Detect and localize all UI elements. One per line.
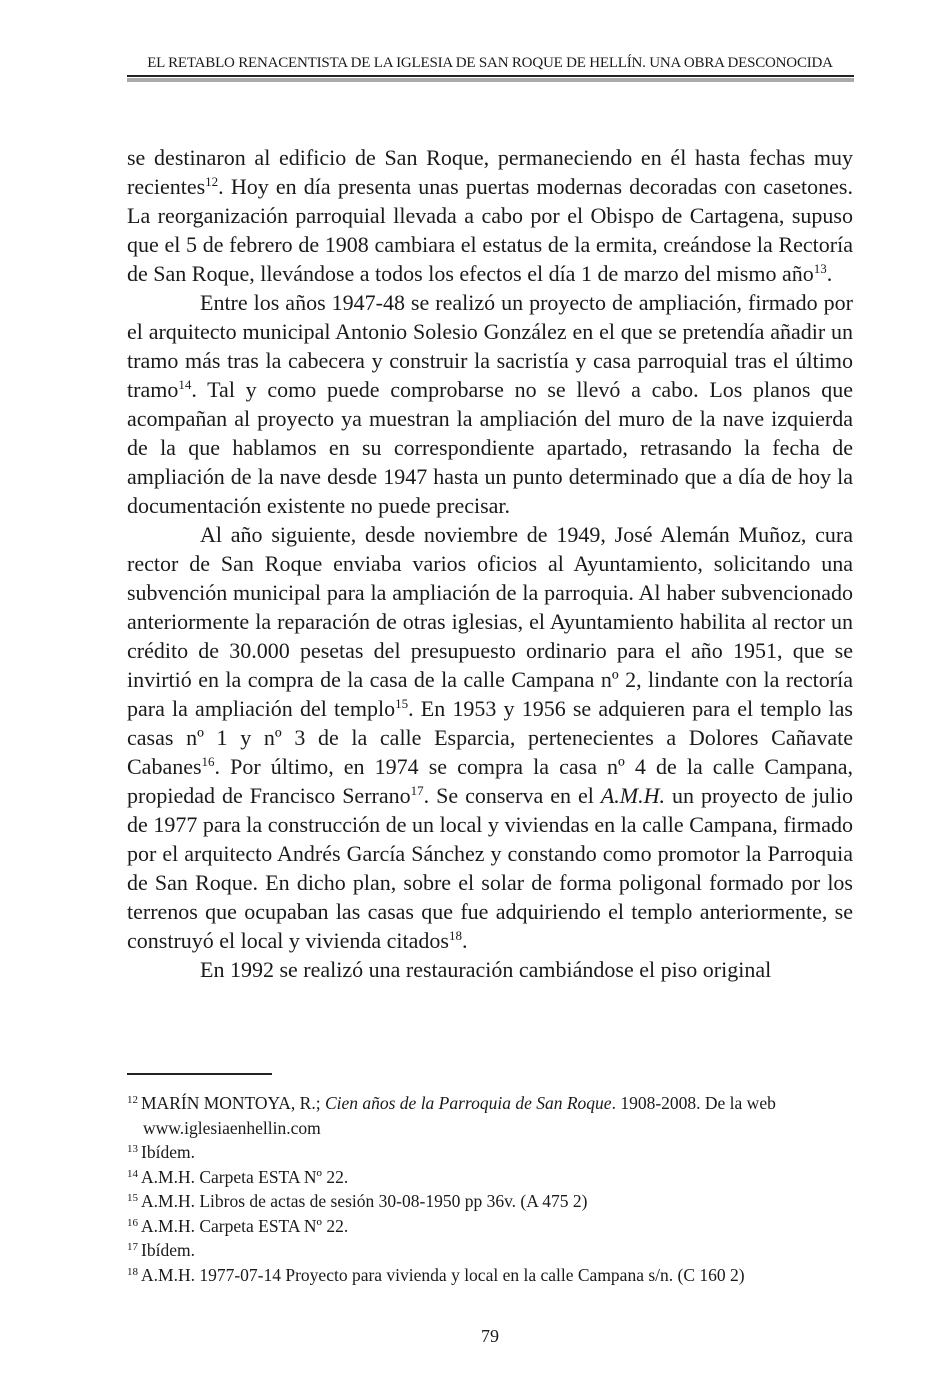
paragraph-4 <box>127 955 853 984</box>
paragraph-2 <box>127 288 853 520</box>
paragraph-3 <box>127 520 853 955</box>
footnotes <box>127 1091 853 1287</box>
footnote-title: Cien años de la Parroquia de San Roque <box>324 1093 612 1113</box>
footnote-separator <box>127 1073 272 1075</box>
footnote-14 <box>127 1165 853 1190</box>
footnote-number: 13 <box>127 1143 138 1155</box>
footnote-ref[interactable]: 13 <box>813 261 827 276</box>
footnote-12 <box>127 1091 853 1140</box>
archive-abbreviation: A.M.H. <box>600 783 666 808</box>
footnote-text: Ibídem. <box>141 1142 195 1162</box>
text-run: Al año siguiente, desde noviembre de 1949, José Alemán Muñoz, cura rector de San Roque enviaba varios oficios al Ayuntamiento, solicitando una subvención municipal para la ampliación de la parroquia. Al haber subvencionado anteriormente la reparación de otras iglesias, el Ayuntamiento habilita al rector un crédito de 30.000 pesetas del presupuesto ordinario para el año 1951, que se invirtió en la compra de la casa de la calle Campana nº 2, lindante con la rectoría para la ampliación del templo <box>127 522 853 721</box>
footnote-text: . 1908-2008. De la web www.iglesiaenhellin.com <box>143 1093 776 1138</box>
footnote-number: 15 <box>127 1192 138 1204</box>
footnote-ref[interactable]: 18 <box>448 928 462 943</box>
footnote-ref[interactable]: 17 <box>410 783 424 798</box>
footnote-18 <box>127 1263 853 1288</box>
footnote-ref[interactable]: 12 <box>205 174 219 189</box>
running-header: EL RETABLO RENACENTISTA DE LA IGLESIA DE SAN ROQUE DE HELLÍN. UNA OBRA DESCONOCIDA <box>147 55 833 71</box>
text-run: . Por último, en 1974 se compra la casa nº 4 de la calle Campana, propiedad de Francisco Serrano <box>127 754 853 808</box>
footnote-ref[interactable]: 15 <box>395 696 409 711</box>
text-run: . Tal y como puede comprobarse no se llevó a cabo. Los planos que acompañan al proyecto ya muestran la ampliación del muro de la nave izquierda de la que hablamos en su correspondiente apartado, retrasando la fecha de ampliación de la nave desde 1947 hasta un punto determinado que a día de hoy la documentación existente no puede precisar. <box>127 377 853 518</box>
footnote-text: A.M.H. Carpeta ESTA Nº 22. <box>141 1166 349 1187</box>
footnote-number: 12 <box>127 1094 138 1106</box>
text-run: Entre los años 1947-48 se realizó un proyecto de ampliación, firmado por el arquitecto municipal Antonio Solesio González en el que se pretendía añadir un tramo más tras la cabecera y construir la sacristía y casa parroquial tras el último tramo <box>127 290 853 402</box>
header-shadow-rule <box>127 78 854 82</box>
header-rule <box>127 75 854 77</box>
footnote-number: 18 <box>127 1265 138 1278</box>
footnote-16 <box>127 1214 853 1239</box>
footnote-text: A.M.H. 1977-07-14 Proyecto para vivienda y local en la calle Campana s/n. (C 160 2) <box>141 1264 745 1285</box>
footnote-text: A.M.H. Libros de actas de sesión 30-08-1950 pp 36v. (A 475 2) <box>141 1191 588 1211</box>
footnote-ref[interactable]: 16 <box>201 754 215 769</box>
page-number: 79 <box>481 1326 499 1346</box>
footnote-text: Ibídem. <box>141 1240 195 1260</box>
footnote-number: 14 <box>127 1167 138 1180</box>
text-run: . Se conserva en el <box>423 783 601 808</box>
paragraph-1 <box>127 143 853 288</box>
footnote-text: MARÍN MONTOYA, R.; <box>141 1093 325 1113</box>
footnote-15 <box>127 1189 853 1214</box>
footnote-number: 17 <box>127 1241 138 1253</box>
footnote-13 <box>127 1140 853 1165</box>
text-run: . Hoy en día presenta unas puertas modernas decoradas con casetones. La reorganización parroquial llevada a cabo por el Obispo de Cartagena, supuso que el 5 de febrero de 1908 cambiara el estatus de la ermita, creándose la Rectoría de San Roque, llevándose a todos los efectos el día 1 de marzo del mismo año <box>127 174 853 286</box>
text-run: . <box>826 261 833 286</box>
text-run: un proyecto de julio de 1977 para la construcción de un local y viviendas en la calle Campana, firmado por el arquitecto Andrés García Sánchez y constando como promotor la Parroquia de San Roque. En dicho plan, sobre el solar de forma poligonal formado por los terrenos que ocupaban las casas que fue adquiriendo el templo anteriormente, se construyó el local y vivienda citados <box>127 783 854 953</box>
footnote-17 <box>127 1238 853 1263</box>
footnote-number: 16 <box>127 1216 138 1229</box>
footnote-ref[interactable]: 14 <box>178 377 192 392</box>
main-text <box>127 143 853 984</box>
text-run: En 1992 se realizó una restauración cambiándose el piso original <box>200 957 772 982</box>
footnote-text: A.M.H. Carpeta ESTA Nº 22. <box>141 1215 349 1236</box>
text-run: . En 1953 y 1956 se adquieren para el templo las casas nº 1 y nº 3 de la calle Esparcia, pertenecientes a Dolores Cañavate Cabanes <box>127 696 853 779</box>
text-run: . <box>461 928 468 953</box>
text-run: se destinaron al edificio de San Roque, permaneciendo en él hasta fechas muy recientes <box>127 145 853 199</box>
